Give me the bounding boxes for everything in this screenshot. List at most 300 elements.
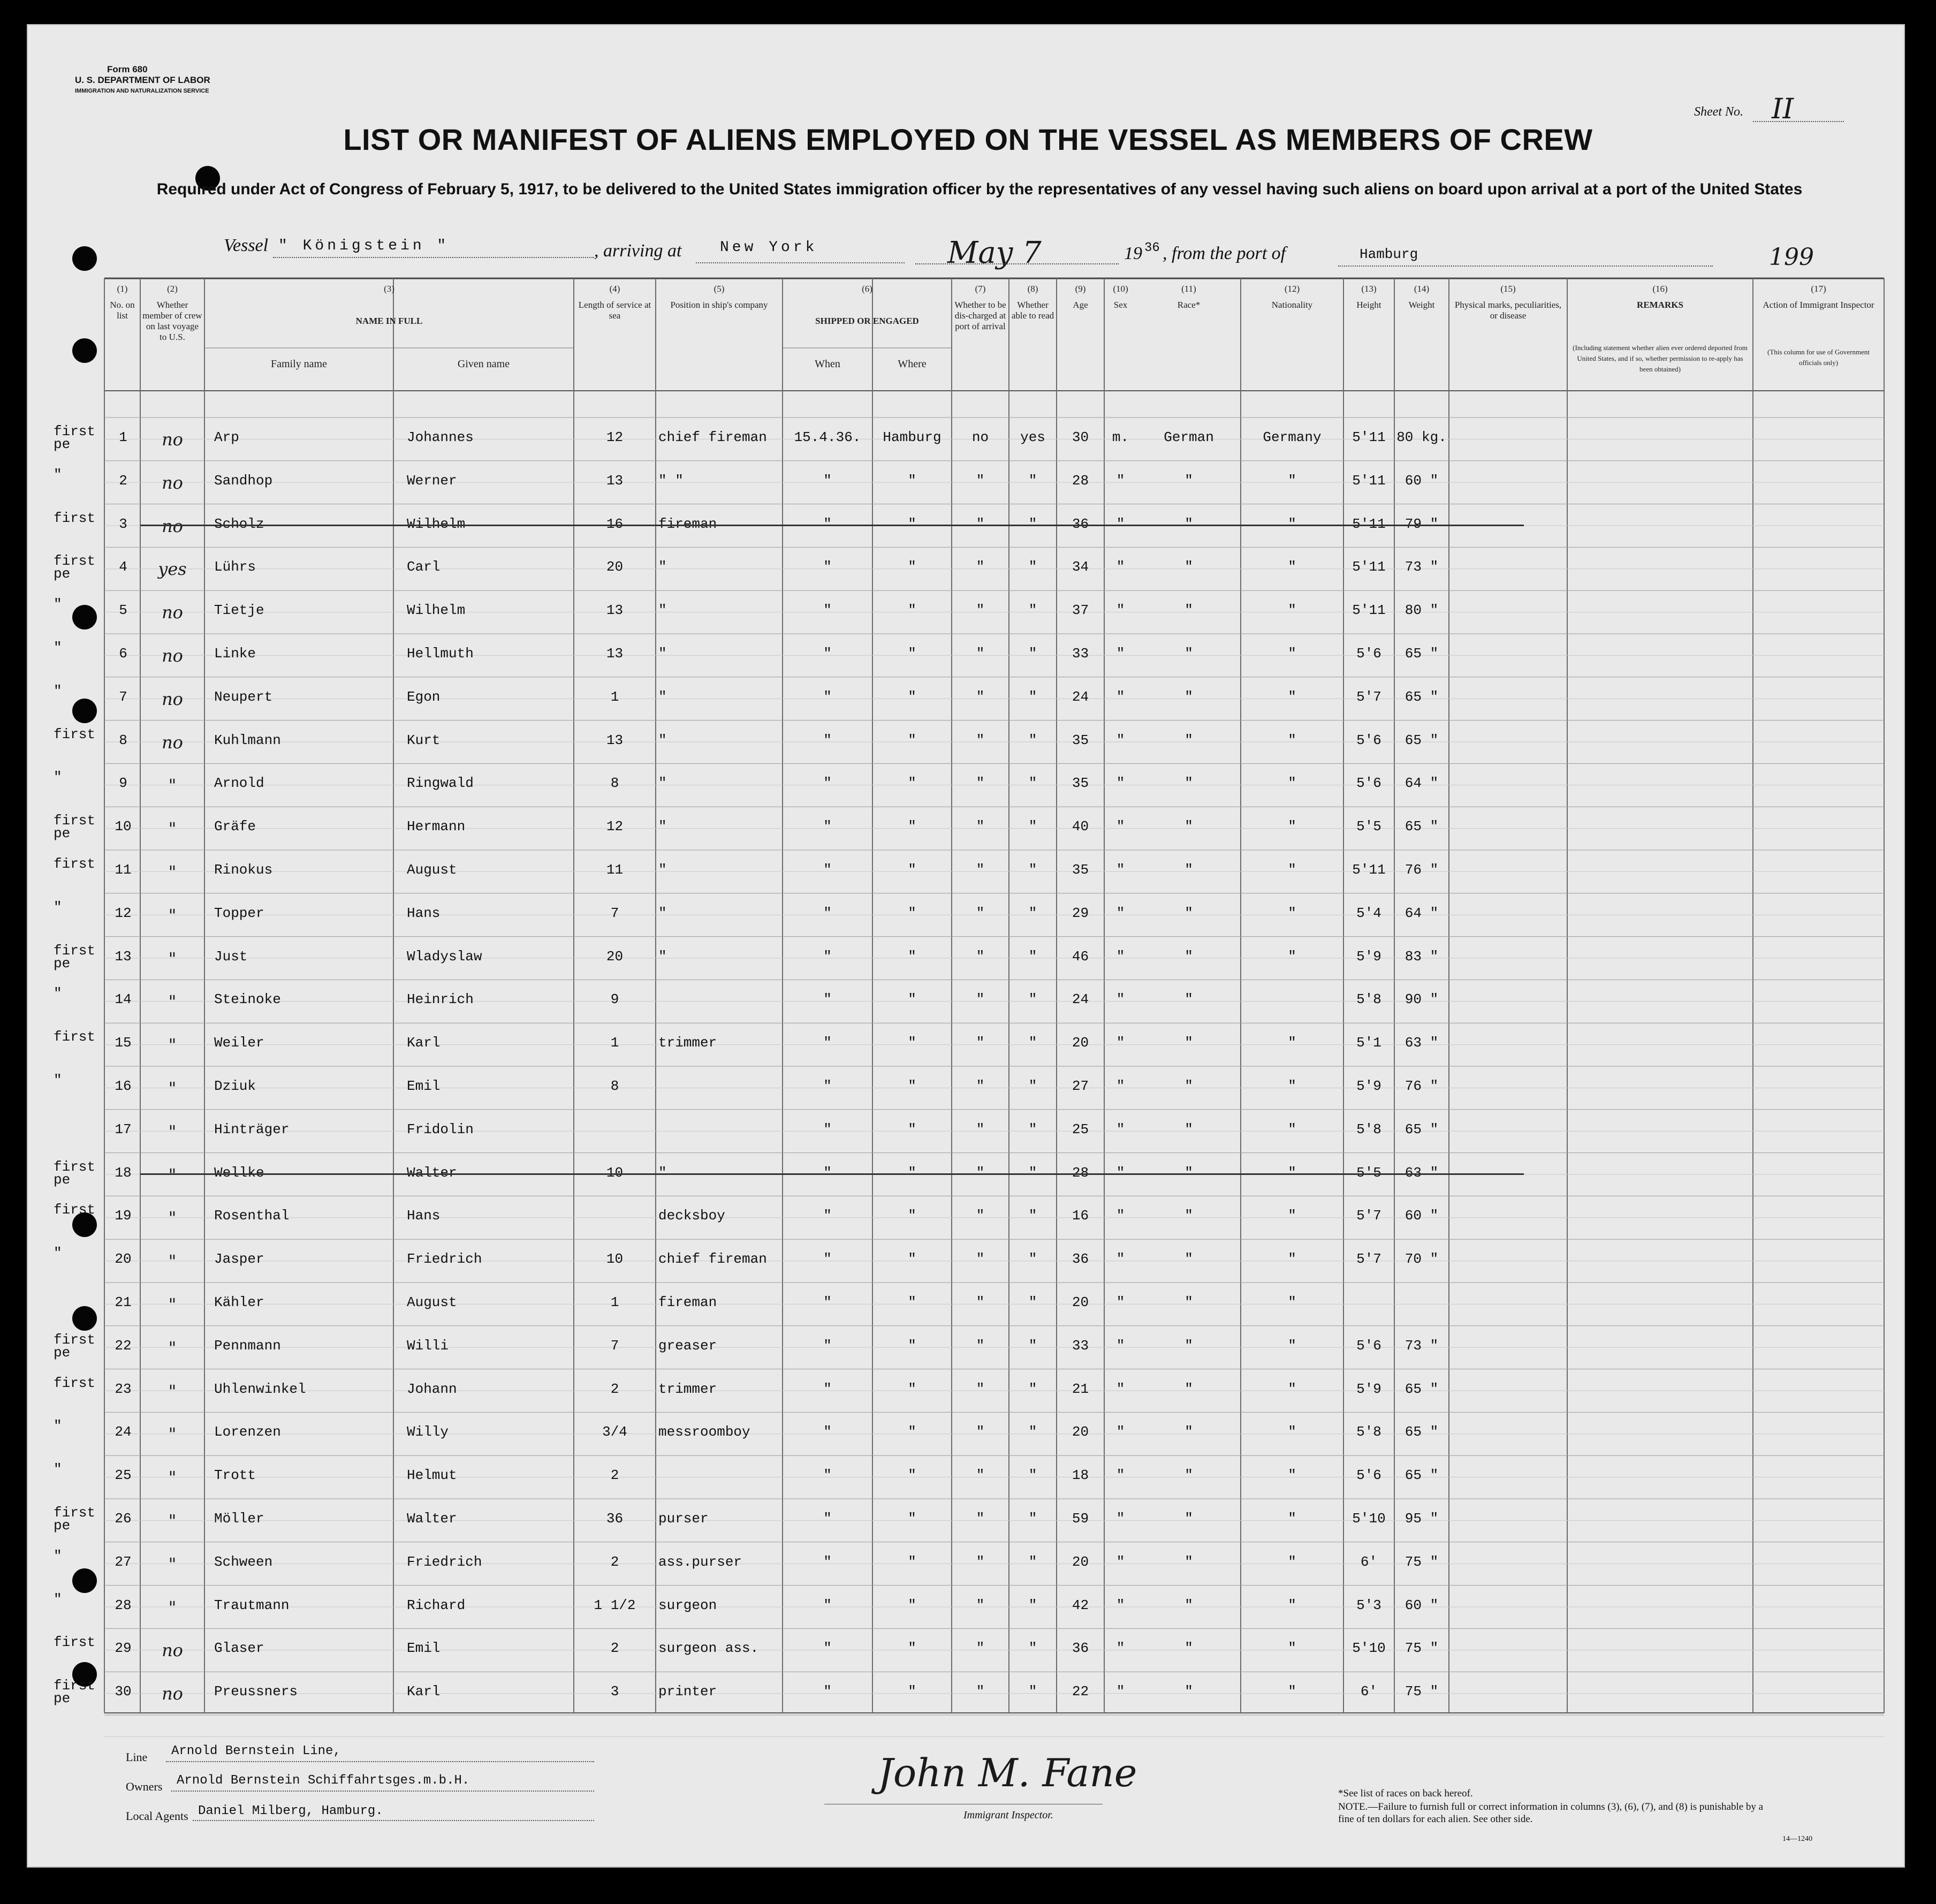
shipped-when: " xyxy=(823,775,832,792)
race: " xyxy=(1185,862,1193,878)
shipped-when: " xyxy=(823,818,832,835)
row-number: 15 xyxy=(115,1035,132,1051)
service-length: 1 xyxy=(610,1035,619,1051)
sex: " xyxy=(1116,1251,1125,1268)
weight: 65 " xyxy=(1404,688,1439,705)
discharged: " xyxy=(976,1208,985,1224)
position: decksboy xyxy=(658,1208,725,1224)
discharged: " xyxy=(976,1251,985,1268)
sex: " xyxy=(1116,1640,1125,1657)
discharged: " xyxy=(976,1553,985,1570)
position: greaser xyxy=(658,1337,717,1354)
shipped-where: " xyxy=(908,775,916,792)
row-number: 8 xyxy=(119,732,127,748)
shipped-where: " xyxy=(908,472,916,489)
family-name: Arp xyxy=(214,429,239,445)
crew-last-voyage: no xyxy=(162,472,183,493)
given-name: August xyxy=(407,1294,457,1310)
margin-note: first pe xyxy=(54,1158,96,1188)
discharged: " xyxy=(976,862,985,878)
able-to-read: " xyxy=(1028,1553,1037,1570)
crew-last-voyage: no xyxy=(162,515,183,536)
age: 46 xyxy=(1072,948,1089,965)
nationality: " xyxy=(1288,1640,1296,1657)
nationality: " xyxy=(1288,1035,1296,1051)
position: surgeon xyxy=(658,1597,717,1613)
weight: 60 " xyxy=(1404,1208,1439,1224)
sex: " xyxy=(1116,1208,1125,1224)
able-to-read: " xyxy=(1028,775,1037,792)
column-number: (12) xyxy=(1284,284,1300,294)
crew-last-voyage: " xyxy=(168,1078,177,1098)
height: 5'11 xyxy=(1352,429,1386,445)
column-number: (15) xyxy=(1500,284,1516,294)
discharged: " xyxy=(976,1597,985,1613)
nationality: " xyxy=(1288,1208,1296,1224)
height: 5'11 xyxy=(1352,559,1386,575)
nationality: " xyxy=(1288,1597,1296,1613)
given-name: August xyxy=(407,862,457,878)
penalty-note xyxy=(1338,1801,1777,1825)
position: ass.purser xyxy=(658,1553,742,1570)
shipped-when: " xyxy=(823,1553,832,1570)
shipped-when: " xyxy=(823,559,832,575)
crew-last-voyage: " xyxy=(168,818,177,839)
family-name: Just xyxy=(214,948,248,965)
penalty-note-label: NOTE. xyxy=(1338,1801,1368,1812)
column-number: (17) xyxy=(1811,284,1826,294)
sex: " xyxy=(1116,559,1125,575)
column-header: REMARKS xyxy=(1637,300,1683,310)
sex: " xyxy=(1116,948,1125,965)
shipped-when: " xyxy=(823,862,832,878)
service-length: 10 xyxy=(606,1164,624,1181)
family-name: Steinoke xyxy=(214,991,281,1008)
service-length: 13 xyxy=(606,732,624,748)
crew-last-voyage: no xyxy=(162,602,183,623)
column-number: (1) xyxy=(117,284,128,294)
sex: " xyxy=(1116,732,1125,748)
able-to-read: " xyxy=(1028,646,1037,662)
able-to-read: " xyxy=(1028,1208,1037,1224)
column-number: (9) xyxy=(1075,284,1086,294)
height: 5'11 xyxy=(1352,602,1386,619)
discharged: " xyxy=(976,1078,985,1094)
weight: 73 " xyxy=(1404,1337,1439,1354)
age: 33 xyxy=(1072,1337,1089,1354)
column-number: (7) xyxy=(975,284,986,294)
column-number: (11) xyxy=(1181,284,1196,294)
age: 42 xyxy=(1072,1597,1089,1613)
discharged: " xyxy=(976,1164,985,1181)
family-name: Neupert xyxy=(214,688,273,705)
service-length: 20 xyxy=(606,559,624,575)
shipped-when: " xyxy=(823,472,832,489)
age: 37 xyxy=(1072,602,1089,619)
service-length: 13 xyxy=(606,646,624,662)
margin-note: first pe xyxy=(54,813,96,842)
service-length: 1 xyxy=(610,1294,619,1310)
weight: 65 " xyxy=(1404,1380,1439,1397)
column-header: Weight xyxy=(1408,300,1435,310)
race: " xyxy=(1185,472,1193,489)
shipped-where: " xyxy=(908,991,916,1008)
race: " xyxy=(1185,646,1193,662)
discharged: " xyxy=(976,1683,985,1700)
shipped-when: " xyxy=(823,688,832,705)
sex: " xyxy=(1116,1467,1125,1484)
nationality: " xyxy=(1288,1467,1296,1484)
column-number: (6) xyxy=(862,284,872,294)
age: 36 xyxy=(1072,1251,1089,1268)
height: 5'7 xyxy=(1356,1251,1381,1268)
given-name: Heinrich xyxy=(407,991,474,1008)
nationality: " xyxy=(1288,688,1296,705)
given-name: Willy xyxy=(407,1424,449,1440)
margin-note: first xyxy=(54,856,96,872)
line-fill xyxy=(166,1761,594,1762)
family-name: Trott xyxy=(214,1467,256,1484)
sheet-number: II xyxy=(1772,93,1794,125)
service-length: 7 xyxy=(610,905,619,921)
discharged: " xyxy=(976,818,985,835)
able-to-read: " xyxy=(1028,991,1037,1008)
height: 5'6 xyxy=(1356,646,1381,662)
row-number: 25 xyxy=(115,1467,132,1484)
weight: 65 " xyxy=(1404,818,1439,835)
age: 20 xyxy=(1072,1294,1089,1310)
crew-last-voyage: " xyxy=(168,1164,177,1185)
family-name: Jasper xyxy=(214,1251,264,1268)
weight: 65 " xyxy=(1404,1467,1439,1484)
shipped-where: " xyxy=(908,1380,916,1397)
nationality: " xyxy=(1288,1553,1296,1570)
sex: " xyxy=(1116,472,1125,489)
able-to-read: " xyxy=(1028,1121,1037,1137)
race: " xyxy=(1185,1380,1193,1397)
row-number: 16 xyxy=(115,1078,132,1094)
discharged: " xyxy=(976,1511,985,1527)
weight: 60 " xyxy=(1404,1597,1439,1613)
race: " xyxy=(1185,775,1193,792)
height: 5'11 xyxy=(1352,515,1386,532)
discharged: " xyxy=(976,1121,985,1137)
nationality: " xyxy=(1288,1121,1296,1137)
race: " xyxy=(1185,948,1193,965)
crew-last-voyage: no xyxy=(162,429,183,450)
shipped-when: " xyxy=(823,646,832,662)
shipped-where: " xyxy=(908,1251,916,1268)
able-to-read: yes xyxy=(1020,429,1045,445)
age: 20 xyxy=(1072,1553,1089,1570)
weight: 60 " xyxy=(1404,472,1439,489)
race: " xyxy=(1185,688,1193,705)
race: " xyxy=(1185,1035,1193,1051)
given-name: Carl xyxy=(407,559,441,575)
height: 5'8 xyxy=(1356,1424,1381,1440)
nationality: " xyxy=(1288,472,1296,489)
row-number: 23 xyxy=(115,1380,132,1397)
given-name: Egon xyxy=(407,688,441,705)
column-number: (16) xyxy=(1652,284,1668,294)
margin-note: first xyxy=(54,510,96,526)
owners-fill xyxy=(171,1791,594,1792)
nationality: Germany xyxy=(1263,429,1322,445)
race: " xyxy=(1185,559,1193,575)
sex: " xyxy=(1116,602,1125,619)
family-name: Pennmann xyxy=(214,1337,281,1354)
column-header: Sex xyxy=(1113,300,1128,310)
shipped-where: " xyxy=(908,1640,916,1657)
position: trimmer xyxy=(658,1035,717,1051)
nationality: " xyxy=(1288,1251,1296,1268)
races-note: *See list of races on back hereof. xyxy=(1338,1788,1473,1799)
height: 5'1 xyxy=(1356,1035,1381,1051)
shipped-when: 15.4.36. xyxy=(794,429,861,445)
nationality: " xyxy=(1288,732,1296,748)
age: 27 xyxy=(1072,1078,1089,1094)
margin-note: first pe xyxy=(54,1331,96,1361)
family-name: Linke xyxy=(214,646,256,662)
height: 5'5 xyxy=(1356,1164,1381,1181)
row-number: 17 xyxy=(115,1121,132,1137)
line-label: Line xyxy=(126,1750,148,1764)
shipped-where: " xyxy=(908,1553,916,1570)
age: 36 xyxy=(1072,1640,1089,1657)
column-header: Position in ship's company xyxy=(670,300,768,310)
weight: 65 " xyxy=(1404,732,1439,748)
family-name: Lorenzen xyxy=(214,1424,281,1440)
service-length: 1 xyxy=(610,688,619,705)
discharged: " xyxy=(976,1035,985,1051)
margin-note: first pe xyxy=(54,423,96,452)
discharged: " xyxy=(976,472,985,489)
race: " xyxy=(1185,1424,1193,1440)
row-number: 13 xyxy=(115,948,132,965)
age: 29 xyxy=(1072,905,1089,921)
weight: 63 " xyxy=(1404,1164,1439,1181)
race: " xyxy=(1185,1553,1193,1570)
service-length: 16 xyxy=(606,515,624,532)
strikethrough-line xyxy=(140,525,1524,526)
weight: 70 " xyxy=(1404,1251,1439,1268)
local-agents-value: Daniel Milberg, Hamburg. xyxy=(198,1804,383,1818)
margin-note: " xyxy=(54,899,62,915)
when-subheader: When xyxy=(815,358,840,370)
age: 35 xyxy=(1072,732,1089,748)
row-number: 2 xyxy=(119,472,127,489)
family-name: Kähler xyxy=(214,1294,264,1310)
shipped-where: " xyxy=(908,1467,916,1484)
given-name: Kurt xyxy=(407,732,441,748)
able-to-read: " xyxy=(1028,1035,1037,1051)
age: 16 xyxy=(1072,1208,1089,1224)
service-length: 13 xyxy=(606,602,624,619)
row-number: 10 xyxy=(115,818,132,835)
shipped-where: " xyxy=(908,862,916,878)
sex: " xyxy=(1116,905,1125,921)
margin-note: first xyxy=(54,1375,96,1391)
form-code: 14—1240 xyxy=(1782,1835,1812,1843)
margin-note: " xyxy=(54,985,62,1002)
row-number: 1 xyxy=(119,429,127,445)
able-to-read: " xyxy=(1028,905,1037,921)
margin-note: " xyxy=(54,1548,62,1564)
family-name: Wellke xyxy=(214,1164,264,1181)
height: 5'5 xyxy=(1356,818,1381,835)
given-name: Walter xyxy=(407,1164,457,1181)
owners-value: Arnold Bernstein Schiffahrtsges.m.b.H. xyxy=(177,1773,470,1788)
family-name: Rosenthal xyxy=(214,1208,290,1224)
discharged: " xyxy=(976,1337,985,1354)
shipped-where: " xyxy=(908,559,916,575)
crew-last-voyage: no xyxy=(162,688,183,709)
margin-note: " xyxy=(54,1072,62,1088)
shipped-where: " xyxy=(908,1294,916,1310)
column-header: Height xyxy=(1356,300,1381,310)
position: " xyxy=(658,559,667,575)
race: " xyxy=(1185,1597,1193,1613)
margin-note: " xyxy=(54,1591,62,1607)
margin-note: " xyxy=(54,1245,62,1262)
shipped-where: " xyxy=(908,905,916,921)
sex: " xyxy=(1116,1511,1125,1527)
given-name: Walter xyxy=(407,1511,457,1527)
able-to-read: " xyxy=(1028,559,1037,575)
crew-last-voyage: no xyxy=(162,1683,183,1704)
column-header: Length of service at sea xyxy=(578,300,651,321)
race: " xyxy=(1185,1294,1193,1310)
column-header: Nationality xyxy=(1271,300,1313,310)
race: " xyxy=(1185,818,1193,835)
family-name: Kuhlmann xyxy=(214,732,281,748)
given-name: Wladyslaw xyxy=(407,948,482,965)
position: purser xyxy=(658,1511,709,1527)
margin-note: " xyxy=(54,1418,62,1435)
discharged: " xyxy=(976,1294,985,1310)
height: 5'8 xyxy=(1356,991,1381,1008)
nationality: " xyxy=(1288,646,1296,662)
margin-note: first xyxy=(54,1029,96,1045)
able-to-read: " xyxy=(1028,1380,1037,1397)
height: 5'6 xyxy=(1356,1467,1381,1484)
discharged: " xyxy=(976,559,985,575)
position: " xyxy=(658,818,667,835)
shipped-when: " xyxy=(823,602,832,619)
able-to-read: " xyxy=(1028,515,1037,532)
margin-note: first pe xyxy=(54,553,96,582)
height: 5'7 xyxy=(1356,688,1381,705)
column-number: (8) xyxy=(1027,284,1038,294)
given-name: Fridolin xyxy=(407,1121,474,1137)
age: 35 xyxy=(1072,862,1089,878)
shipped-when: " xyxy=(823,948,832,965)
margin-note: " xyxy=(54,1461,62,1478)
margin-note: first xyxy=(54,1634,96,1651)
race: " xyxy=(1185,905,1193,921)
page-subtitle: Required under Act of Congress of February 5, 1917, to be delivered to the United States immigration officer by the representatives of any vessel having such aliens on board upon arrival at a port of the United States xyxy=(156,180,1803,198)
crew-last-voyage: " xyxy=(168,991,177,1012)
from-port-label: , from the port of xyxy=(1163,244,1286,263)
crew-last-voyage: " xyxy=(168,1121,177,1142)
row-number: 20 xyxy=(115,1251,132,1268)
shipped-when: " xyxy=(823,905,832,921)
column-number: (10) xyxy=(1113,284,1128,294)
row-number: 27 xyxy=(115,1553,132,1570)
crew-last-voyage: " xyxy=(168,1511,177,1531)
column-header: Whether member of crew on last voyage to U.S. xyxy=(142,300,202,342)
row-number: 6 xyxy=(119,646,127,662)
nationality: " xyxy=(1288,515,1296,532)
service-name: IMMIGRATION AND NATURALIZATION SERVICE xyxy=(75,88,209,94)
position: surgeon ass. xyxy=(658,1640,759,1657)
column-number: (5) xyxy=(713,284,725,294)
position: " xyxy=(658,905,667,921)
discharged: " xyxy=(976,1640,985,1657)
height: 5'11 xyxy=(1352,862,1386,878)
family-name: Trautmann xyxy=(214,1597,290,1613)
weight: 75 " xyxy=(1404,1683,1439,1700)
race: " xyxy=(1185,1467,1193,1484)
able-to-read: " xyxy=(1028,1640,1037,1657)
crew-last-voyage: " xyxy=(168,1424,177,1445)
nationality: " xyxy=(1288,559,1296,575)
shipped-when: " xyxy=(823,1251,832,1268)
column-number: (13) xyxy=(1361,284,1377,294)
sex: " xyxy=(1116,1035,1125,1051)
shipped-when: " xyxy=(823,1035,832,1051)
given-name: Richard xyxy=(407,1597,466,1613)
shipped-where: " xyxy=(908,1597,916,1613)
nationality: " xyxy=(1288,775,1296,792)
sex: " xyxy=(1116,1164,1125,1181)
height: 5'8 xyxy=(1356,1121,1381,1137)
shipped-when: " xyxy=(823,1424,832,1440)
shipped-where: " xyxy=(908,515,916,532)
service-length: 10 xyxy=(606,1251,624,1268)
service-length: 13 xyxy=(606,472,624,489)
weight: 76 " xyxy=(1404,1078,1439,1094)
age: 59 xyxy=(1072,1511,1089,1527)
shipped-where: " xyxy=(908,688,916,705)
weight: 65 " xyxy=(1404,646,1439,662)
margin-note: " xyxy=(54,682,62,699)
able-to-read: " xyxy=(1028,1251,1037,1268)
crew-last-voyage: " xyxy=(168,1208,177,1228)
given-name: Karl xyxy=(407,1035,441,1051)
family-name: Möller xyxy=(214,1511,264,1527)
row-number: 28 xyxy=(115,1597,132,1613)
shipped-where: " xyxy=(908,1208,916,1224)
weight: 76 " xyxy=(1404,862,1439,878)
age: 21 xyxy=(1072,1380,1089,1397)
nationality: " xyxy=(1288,862,1296,878)
given-name: Hans xyxy=(407,1208,441,1224)
race: German xyxy=(1164,429,1214,445)
height: 5'10 xyxy=(1352,1511,1386,1527)
family-name: Lührs xyxy=(214,559,256,575)
shipped-where: " xyxy=(908,1337,916,1354)
discharged: " xyxy=(976,688,985,705)
column-number: (4) xyxy=(609,284,620,294)
nationality: " xyxy=(1288,1683,1296,1700)
weight: 65 " xyxy=(1404,1121,1439,1137)
service-length: 12 xyxy=(606,429,624,445)
crew-last-voyage: " xyxy=(168,905,177,926)
given-name: Wilhelm xyxy=(407,515,466,532)
given-name: Friedrich xyxy=(407,1251,482,1268)
discharged: " xyxy=(976,602,985,619)
